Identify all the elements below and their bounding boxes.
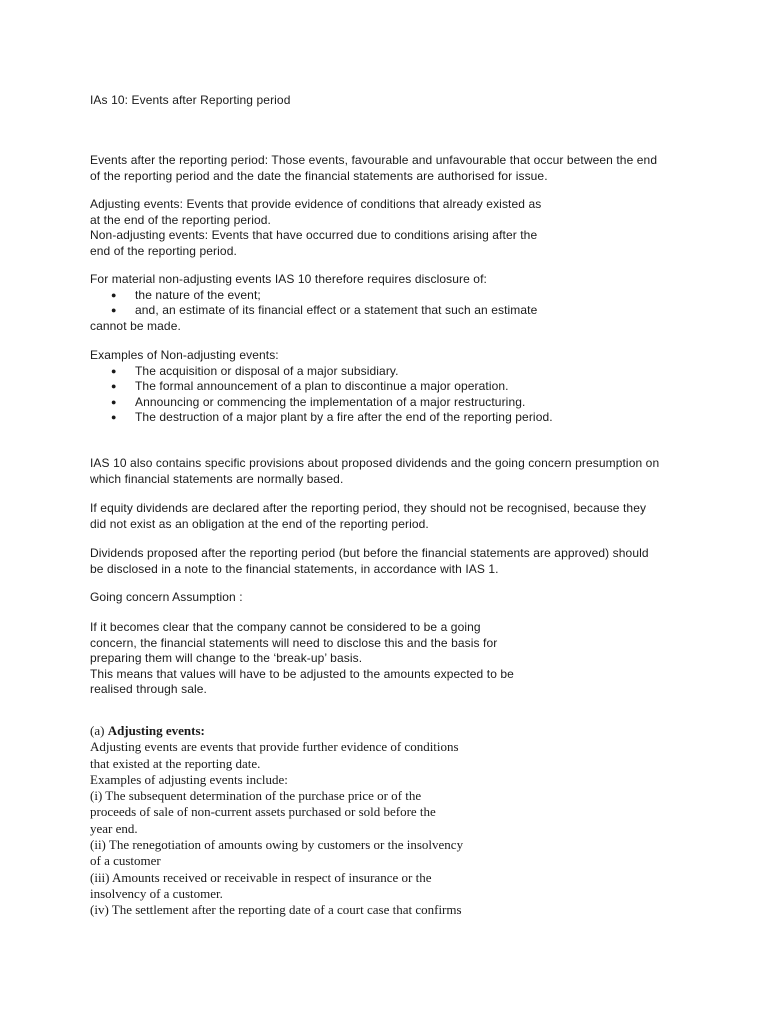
non-adjusting-examples	[90, 348, 690, 426]
list-item	[90, 364, 690, 380]
text-line: insolvency of a customer.	[90, 885, 223, 901]
dividends-proposed-paragraph	[90, 546, 730, 577]
text-line: (ii) The renegotiation of amounts owing by customers or the insolvency	[90, 837, 464, 853]
text-line: (iii) Amounts received or receivable in respect of insurance or the	[90, 869, 432, 885]
heading-text: Going concern Assumption :	[90, 590, 243, 604]
adjusting-events-section	[90, 723, 690, 919]
bullet-icon: ●	[111, 396, 117, 407]
list-item-text: and, an estimate of its financial effect or a statement that such an estimate	[135, 303, 538, 317]
bullet-icon: ●	[111, 381, 117, 391]
text-line: realised through sale.	[90, 682, 207, 696]
definition-paragraph	[90, 153, 730, 184]
text-line: Adjusting events are events that provide further evidence of conditions	[90, 739, 459, 755]
text-line: concern, the financial statements will need to disclose this and the basis for	[90, 635, 498, 650]
list-item	[90, 410, 690, 426]
list-item-text: The acquisition or disposal of a major subsidiary.	[135, 363, 399, 378]
text-line: Dividends proposed after the reporting period (but before the financial statements are approved) should	[90, 546, 649, 560]
section-title: Adjusting events:	[107, 723, 205, 738]
equity-dividends-paragraph	[90, 501, 730, 532]
text-line: of a customer	[90, 853, 161, 869]
bullet-icon: ●	[111, 289, 117, 300]
text-line: If equity dividends are declared after the reporting period, they should not be recognised, because they	[90, 501, 647, 515]
text-line: Examples of adjusting events include:	[90, 771, 288, 787]
list-item	[90, 395, 690, 411]
section-prefix: (a)	[90, 723, 105, 738]
list-item-text: the nature of the event;	[135, 287, 261, 302]
text-line: Non-adjusting events: Events that have occurred due to conditions arising after the	[90, 228, 538, 242]
text-line: did not exist as an obligation at the end of the reporting period.	[90, 516, 429, 531]
text-line: that existed at the reporting date.	[90, 755, 261, 771]
text-line: IAS 10 also contains specific provisions about proposed dividends and the going concern presumption on	[90, 456, 660, 470]
list-item	[90, 288, 690, 304]
examples-list	[90, 364, 690, 426]
document-title	[90, 93, 690, 109]
text-line: at the end of the reporting period.	[90, 212, 271, 227]
examples-intro: Examples of Non-adjusting events:	[90, 348, 279, 362]
list-item-text: Announcing or commencing the implementation of a major restructuring.	[135, 394, 526, 409]
provisions-paragraph	[90, 456, 730, 487]
disclosure-intro: For material non-adjusting events IAS 10 therefore requires disclosure of:	[90, 272, 487, 286]
text-line: This means that values will have to be adjusted to the amounts expected to be	[90, 666, 514, 681]
bullet-icon: ●	[111, 412, 117, 422]
text-line: (i) The subsequent determination of the purchase price or of the	[90, 788, 422, 804]
text-line: be disclosed in a note to the financial statements, in accordance with IAS 1.	[90, 561, 499, 576]
going-concern-paragraph	[90, 620, 690, 698]
section-heading	[90, 723, 690, 739]
text-line: year end.	[90, 820, 138, 836]
text-line: preparing them will change to the ‘break-up’ basis.	[90, 651, 363, 665]
text-line: If it becomes clear that the company cannot be considered to be a going	[90, 620, 481, 634]
title-text: IAs 10: Events after Reporting period	[90, 93, 291, 107]
text-line: proceeds of sale of non-current assets purchased or sold before the	[90, 804, 436, 820]
bullet-icon: ●	[111, 365, 117, 376]
disclosure-section	[90, 272, 690, 334]
text-line: which financial statements are normally based.	[90, 471, 344, 486]
disclosure-list	[90, 288, 690, 319]
going-concern-heading	[90, 590, 690, 606]
text-line: (iv) The settlement after the reporting date of a court case that confirms	[90, 902, 462, 918]
event-definitions	[90, 197, 690, 259]
text-line: Adjusting events: Events that provide evidence of conditions that already existed as	[90, 197, 542, 211]
bullet-icon: ●	[111, 305, 117, 315]
list-item	[90, 303, 690, 319]
text-line: end of the reporting period.	[90, 243, 237, 258]
list-item-text: The destruction of a major plant by a fire after the end of the reporting period.	[135, 410, 553, 424]
text-line: of the reporting period and the date the financial statements are authorised for issue.	[90, 168, 548, 183]
disclosure-tail: cannot be made.	[90, 318, 181, 333]
list-item-text: The formal announcement of a plan to discontinue a major operation.	[135, 379, 509, 393]
list-item	[90, 379, 690, 395]
text-line: Events after the reporting period: Those events, favourable and unfavourable that occur between the end	[90, 153, 658, 167]
